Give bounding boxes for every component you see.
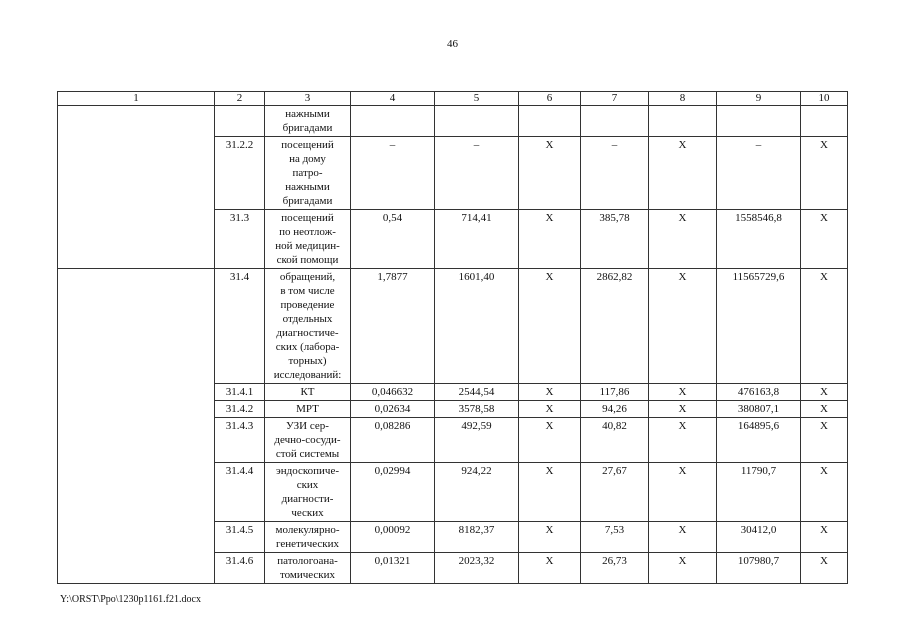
column-header: 2 — [215, 92, 265, 106]
table-cell — [58, 401, 215, 418]
table-cell: 31.4.4 — [215, 463, 265, 522]
table-cell: 8182,37 — [435, 522, 519, 553]
table-cell: 0,01321 — [351, 553, 435, 584]
table-cell: 0,00092 — [351, 522, 435, 553]
footer-file-path: Y:\ORST\Ppo\1230p1161.f21.docx — [60, 594, 201, 605]
table-cell — [58, 463, 215, 522]
table-row — [58, 522, 848, 553]
table-cell — [717, 106, 801, 137]
table-cell: 31.4.1 — [215, 384, 265, 401]
table-header-row — [58, 92, 848, 106]
table-cell — [351, 106, 435, 137]
table-cell: 1601,40 — [435, 269, 519, 384]
table-row — [58, 106, 848, 137]
table-cell: Х — [649, 401, 717, 418]
table-cell: Х — [649, 137, 717, 210]
table-cell — [58, 137, 215, 210]
table-cell: Х — [519, 553, 581, 584]
table-cell: Х — [801, 522, 848, 553]
table-cell: УЗИ сер- дечно-сосуди- стой системы — [265, 418, 351, 463]
table-cell: Х — [519, 210, 581, 269]
table-cell: 30412,0 — [717, 522, 801, 553]
table-cell: 385,78 — [581, 210, 649, 269]
table-cell: Х — [519, 522, 581, 553]
table-cell — [58, 553, 215, 584]
column-header: 7 — [581, 92, 649, 106]
column-header: 8 — [649, 92, 717, 106]
table-cell — [649, 106, 717, 137]
table-cell — [215, 106, 265, 137]
column-header: 6 — [519, 92, 581, 106]
table-cell: 31.4.2 — [215, 401, 265, 418]
table-row — [58, 210, 848, 269]
table-cell: 7,53 — [581, 522, 649, 553]
table-cell: 0,08286 — [351, 418, 435, 463]
table-cell: 164895,6 — [717, 418, 801, 463]
table-cell: – — [351, 137, 435, 210]
table-cell: 31.2.2 — [215, 137, 265, 210]
table-cell: нажными бригадами — [265, 106, 351, 137]
table-cell: Х — [649, 418, 717, 463]
table-cell: 31.4.5 — [215, 522, 265, 553]
table-cell: 0,02634 — [351, 401, 435, 418]
table-cell — [58, 269, 215, 384]
table-cell: Х — [649, 463, 717, 522]
table-cell: Х — [649, 553, 717, 584]
table-cell: посещений по неотлож- ной медицин- ской помощи — [265, 210, 351, 269]
column-header: 5 — [435, 92, 519, 106]
column-header: 10 — [801, 92, 848, 106]
table-cell: Х — [519, 401, 581, 418]
column-header: 9 — [717, 92, 801, 106]
table-cell: 2862,82 — [581, 269, 649, 384]
table-cell: 26,73 — [581, 553, 649, 584]
table-cell — [58, 384, 215, 401]
table-cell — [58, 210, 215, 269]
page-number: 46 — [447, 38, 458, 50]
table-cell: 2023,32 — [435, 553, 519, 584]
table-cell: 107980,7 — [717, 553, 801, 584]
table-cell: 492,59 — [435, 418, 519, 463]
table-cell: Х — [801, 418, 848, 463]
table-row — [58, 269, 848, 384]
table-cell: Х — [801, 401, 848, 418]
table-cell: 31.4.3 — [215, 418, 265, 463]
table-cell: МРТ — [265, 401, 351, 418]
table-row — [58, 463, 848, 522]
table-row — [58, 418, 848, 463]
table-cell: Х — [649, 269, 717, 384]
table-cell: Х — [801, 463, 848, 522]
table-cell: – — [435, 137, 519, 210]
table-cell: 40,82 — [581, 418, 649, 463]
table-cell: – — [581, 137, 649, 210]
table-cell: КТ — [265, 384, 351, 401]
table-cell: 0,046632 — [351, 384, 435, 401]
table-cell: патологоана- томических — [265, 553, 351, 584]
data-table — [57, 91, 848, 584]
column-header: 3 — [265, 92, 351, 106]
table-cell: молекулярно- генетических — [265, 522, 351, 553]
table-cell: эндоскопиче- ских диагности- ческих — [265, 463, 351, 522]
table-cell: посещений на дому патро- нажными бригадами — [265, 137, 351, 210]
table-cell: 1,7877 — [351, 269, 435, 384]
table-cell: 924,22 — [435, 463, 519, 522]
table-row — [58, 137, 848, 210]
table-cell: 31.4 — [215, 269, 265, 384]
table-cell: Х — [519, 463, 581, 522]
table-cell: 2544,54 — [435, 384, 519, 401]
table-cell: Х — [801, 384, 848, 401]
table-cell: Х — [801, 269, 848, 384]
table-cell — [58, 106, 215, 137]
table-cell: 31.3 — [215, 210, 265, 269]
table-cell: обращений, в том числе проведение отдельных диагностиче- ских (лабора- торных) исследований: — [265, 269, 351, 384]
table-cell: Х — [801, 210, 848, 269]
table-cell: Х — [649, 384, 717, 401]
table-cell: 94,26 — [581, 401, 649, 418]
table-cell: 3578,58 — [435, 401, 519, 418]
table-row — [58, 384, 848, 401]
table-cell: Х — [519, 418, 581, 463]
table-cell: Х — [649, 210, 717, 269]
table-cell: Х — [519, 269, 581, 384]
table-cell — [435, 106, 519, 137]
table-cell: 1558546,8 — [717, 210, 801, 269]
column-header: 1 — [58, 92, 215, 106]
table-cell — [581, 106, 649, 137]
table-cell: Х — [801, 137, 848, 210]
table-cell: Х — [801, 553, 848, 584]
table-cell: – — [717, 137, 801, 210]
table-cell: 117,86 — [581, 384, 649, 401]
table-cell — [801, 106, 848, 137]
table-cell: 0,54 — [351, 210, 435, 269]
table-cell: 714,41 — [435, 210, 519, 269]
table-row — [58, 553, 848, 584]
table-cell: 0,02994 — [351, 463, 435, 522]
table-cell: Х — [519, 384, 581, 401]
table-cell: 31.4.6 — [215, 553, 265, 584]
table-row — [58, 401, 848, 418]
table-cell: 27,67 — [581, 463, 649, 522]
table-cell: 380807,1 — [717, 401, 801, 418]
table-cell: Х — [649, 522, 717, 553]
table-cell — [58, 418, 215, 463]
table-cell: 11565729,6 — [717, 269, 801, 384]
table-cell — [58, 522, 215, 553]
table-cell: 11790,7 — [717, 463, 801, 522]
table-cell — [519, 106, 581, 137]
table-cell: 476163,8 — [717, 384, 801, 401]
table-cell: Х — [519, 137, 581, 210]
column-header: 4 — [351, 92, 435, 106]
